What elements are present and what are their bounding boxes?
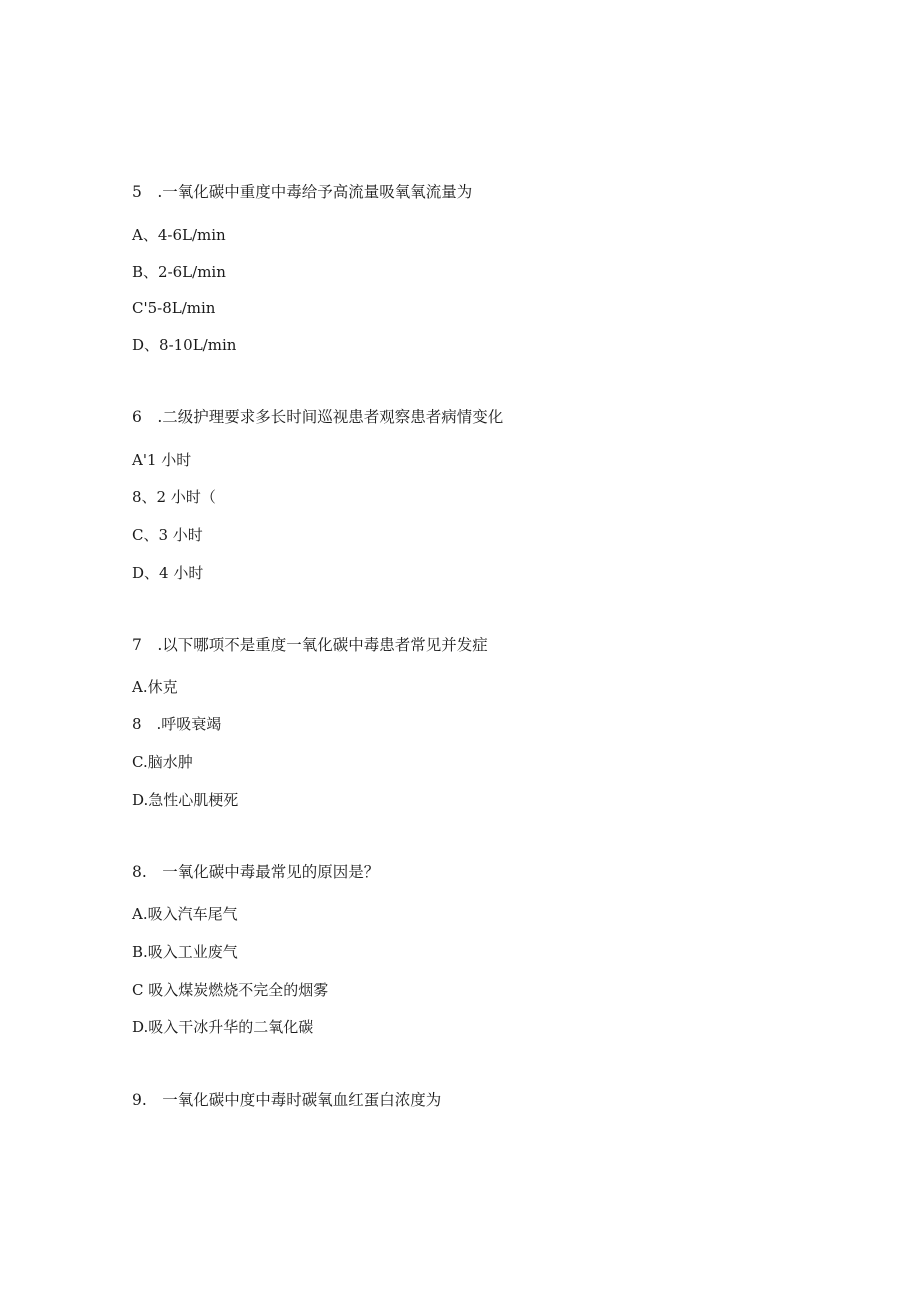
question-6-option-c: C、3 小时 — [132, 526, 203, 544]
question-5-option-d: D、8-10L/min — [132, 336, 237, 354]
question-5-option-b: B、2-6L/min — [132, 263, 226, 281]
question-7-option-c: C.脑水肿 — [132, 753, 193, 771]
question-7-option-d: D.急性心肌梗死 — [132, 791, 239, 809]
question-7-text: 7 .以下哪项不是重度一氧化碳中毒患者常见并发症 — [132, 636, 488, 654]
question-5-option-c: C'5-8L/min — [132, 299, 216, 317]
question-8-option-d: D.吸入干冰升华的二氧化碳 — [132, 1018, 314, 1036]
question-6-text: 6 .二级护理要求多长时间巡视患者观察患者病情变化 — [132, 408, 504, 426]
question-8-option-c: C 吸入煤炭燃烧不完全的烟雾 — [132, 981, 329, 999]
question-6-option-b: 8、2 小时（ — [132, 488, 216, 506]
question-7-option-a: A.休克 — [132, 678, 178, 696]
question-6-option-a: A'1 小时 — [132, 451, 192, 469]
question-8-option-b: B.吸入工业废气 — [132, 943, 238, 961]
question-5-text: 5 .一氧化碳中重度中毒给予高流量吸氧氧流量为 — [132, 183, 473, 201]
question-8-text: 8. 一氧化碳中毒最常见的原因是？ — [132, 863, 380, 881]
question-7-option-b: 8 .呼吸衰竭 — [132, 715, 222, 733]
question-5-option-a: A、4-6L/min — [132, 226, 226, 244]
question-8-option-a: A.吸入汽车尾气 — [132, 905, 238, 923]
question-9-text: 9. 一氧化碳中度中毒时碳氧血红蛋白浓度为 — [132, 1091, 442, 1109]
question-6-option-d: D、4 小时 — [132, 564, 204, 582]
